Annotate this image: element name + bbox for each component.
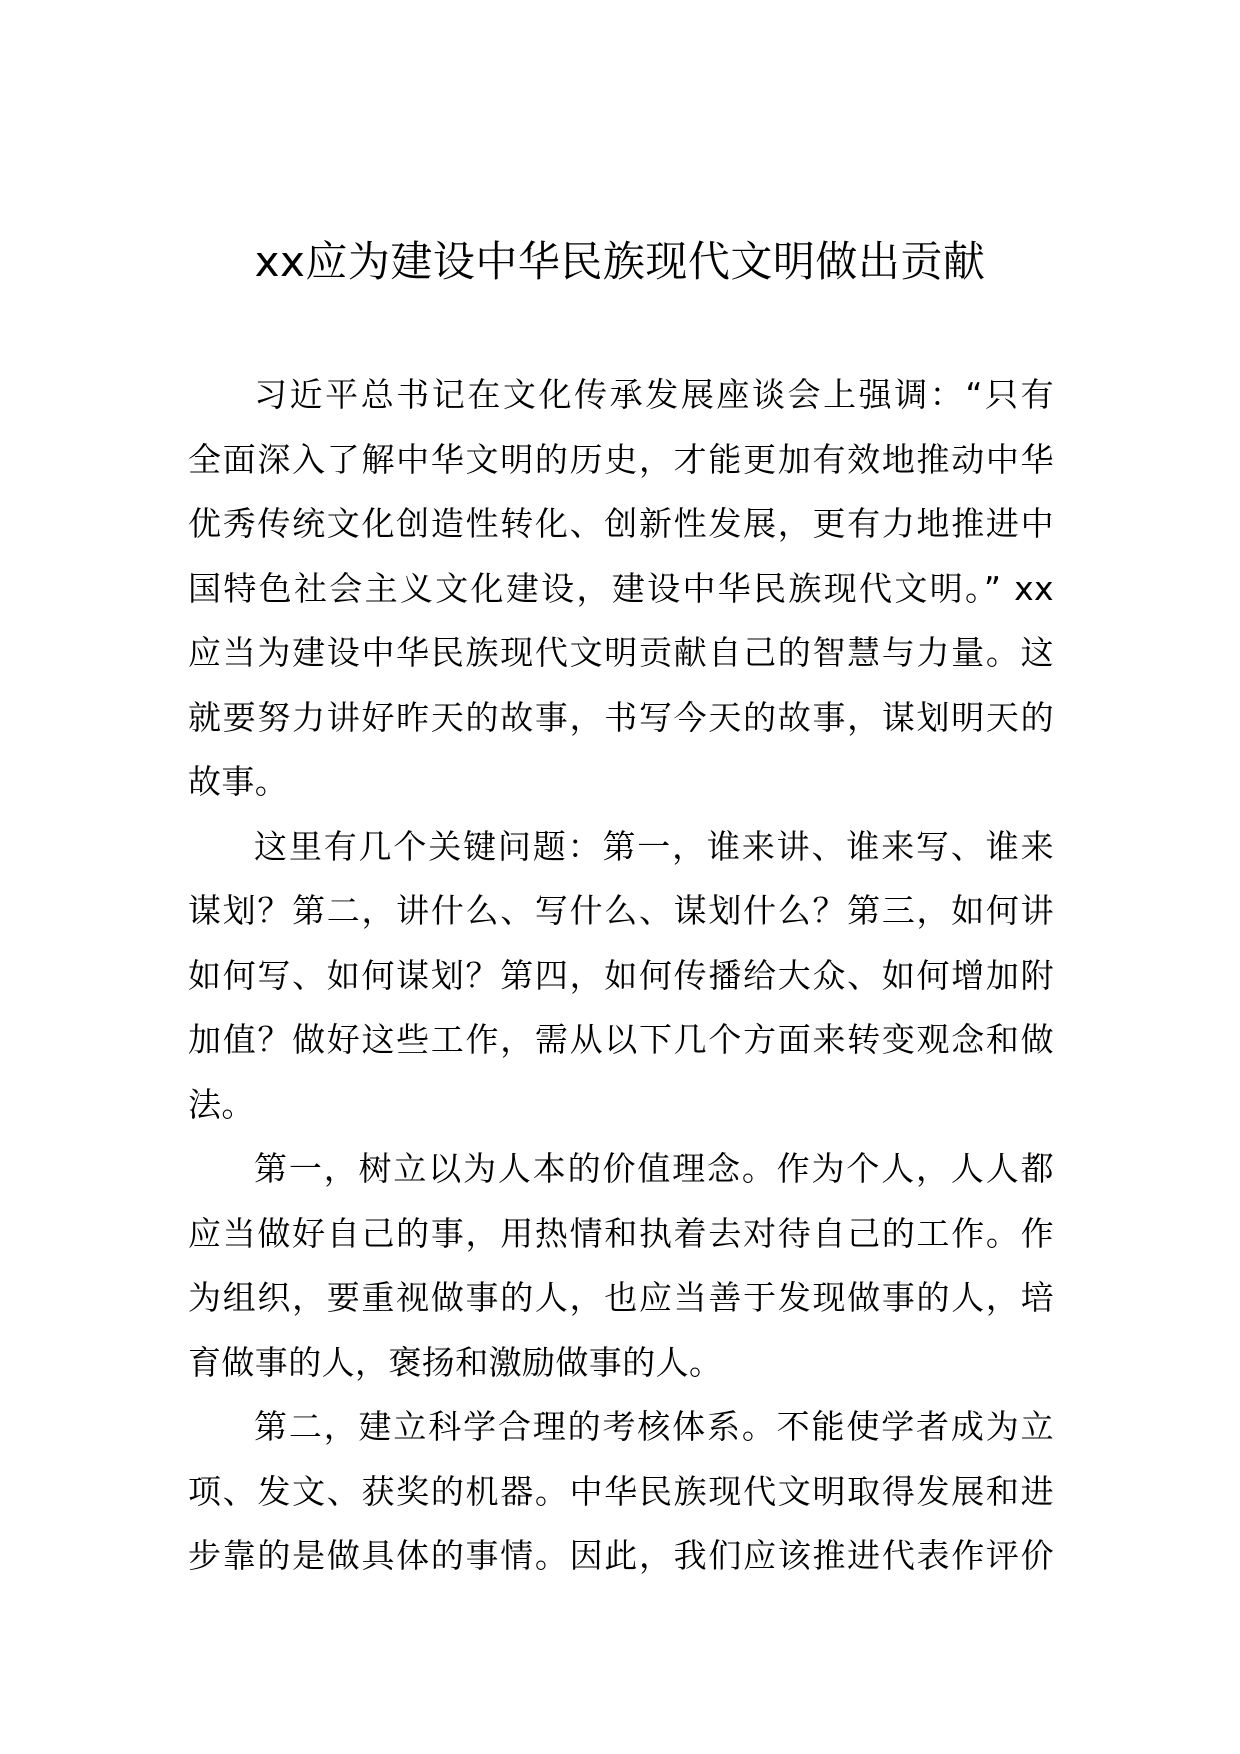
document-body xyxy=(188,363,1054,1589)
paragraph-line: 国特色社会主义文化建设，建设中华民族现代文明。” xx xyxy=(188,568,1054,608)
paragraph-line: 习近平总书记在文化传承发展座谈会上强调：“只有 xyxy=(254,375,1054,414)
paragraph-line: 第二，建立科学合理的考核体系。不能使学者成为立 xyxy=(254,1407,1054,1446)
paragraph-line: 应当做好自己的事，用热情和执着去对待自己的工作。作 xyxy=(188,1213,1054,1253)
paragraph-line: 第一，树立以为人本的价值理念。作为个人，人人都 xyxy=(254,1149,1054,1188)
paragraph-2 xyxy=(188,815,1054,1138)
paragraph-line: 项、发文、获奖的机器。中华民族现代文明取得发展和进 xyxy=(188,1471,1054,1511)
paragraph-line: 应当为建设中华民族现代文明贡献自己的智慧与力量。这 xyxy=(188,633,1054,672)
paragraph-3 xyxy=(188,1137,1054,1395)
paragraph-4 xyxy=(188,1395,1054,1589)
paragraph-line: 优秀传统文化创造性转化、创新性发展，更有力地推进中 xyxy=(188,504,1054,543)
paragraph-line: 步靠的是做具体的事情。因此，我们应该推进代表作评价 xyxy=(188,1536,1054,1575)
paragraph-line: 为组织，要重视做事的人，也应当善于发现做事的人，培 xyxy=(188,1278,1054,1317)
paragraph-line: 故事。 xyxy=(188,762,289,801)
paragraph-line: 就要努力讲好昨天的故事，书写今天的故事，谋划明天的 xyxy=(188,697,1054,737)
paragraph-line: 育做事的人，褒扬和激励做事的人。 xyxy=(188,1342,723,1382)
paragraph-1 xyxy=(188,363,1054,815)
paragraph-line: 如何写、如何谋划？第四，如何传播给大众、如何增加附 xyxy=(188,955,1054,995)
paragraph-line: 谋划？第二，讲什么、写什么、谋划什么？第三，如何讲 xyxy=(188,891,1054,930)
paragraph-line: 全面深入了解中华文明的历史，才能更加有效地推动中华 xyxy=(188,439,1054,479)
document-title: xx应为建设中华民族现代文明做出贡献 xyxy=(254,237,986,286)
paragraph-line: 加值？做好这些工作，需从以下几个方面来转变观念和做 xyxy=(188,1020,1054,1059)
paragraph-line: 这里有几个关键问题：第一，谁来讲、谁来写、谁来 xyxy=(254,826,1054,866)
paragraph-line: 法。 xyxy=(188,1084,255,1124)
